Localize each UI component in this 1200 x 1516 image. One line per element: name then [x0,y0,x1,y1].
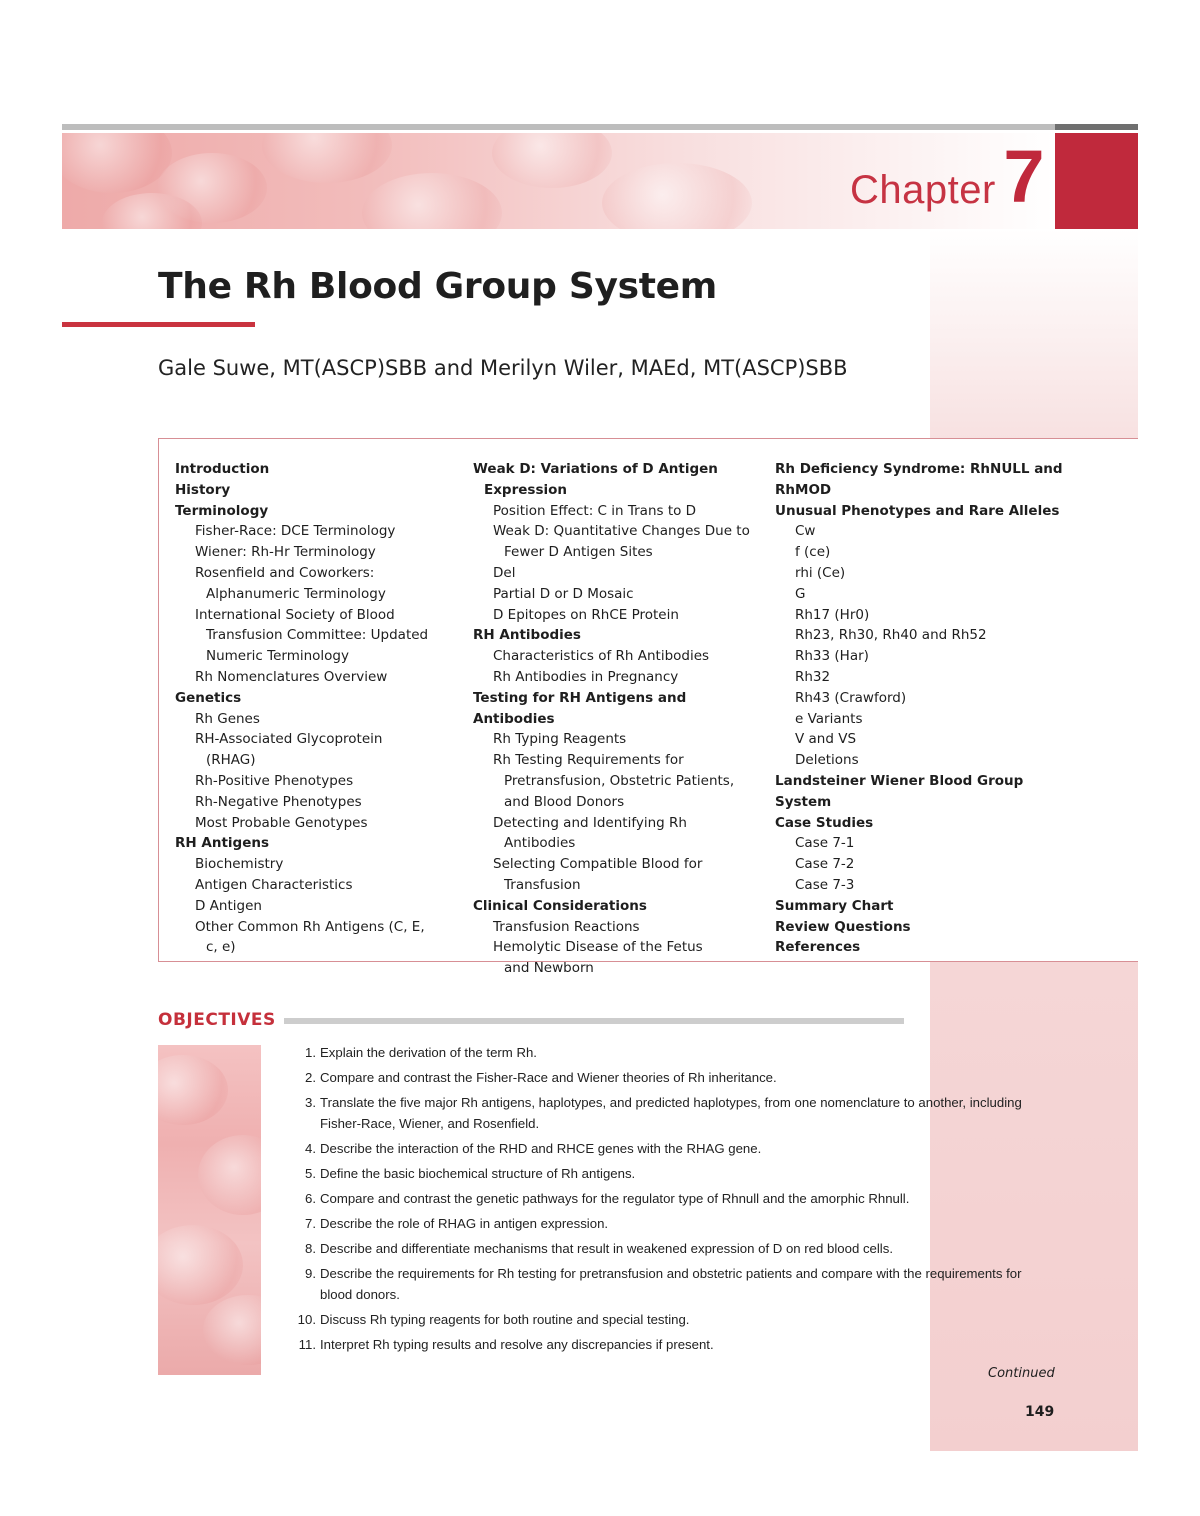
objective-number: 7. [305,1216,316,1231]
toc-entry: Rh23, Rh30, Rh40 and Rh52 [795,627,987,644]
objectives-list [290,1042,1055,1359]
toc-entry: Rh43 (Crawford) [795,689,907,706]
objective-item [290,1188,1055,1209]
objective-text: Describe the requirements for Rh testing for pretransfusion and obstetric patients and compare with the requirements for blood donors. [320,1266,1022,1302]
toc-entry: Summary Chart [775,897,894,914]
top-rule-dark [1055,124,1138,130]
objective-number: 9. [305,1266,316,1281]
toc-entry: Numeric Terminology [206,648,349,665]
toc-entry: and Blood Donors [504,793,625,810]
toc-entry: Introduction [175,461,270,477]
chapter-number: 7 [1003,135,1045,218]
toc-entry: RH Antigens [175,835,269,852]
blood-cells-image [158,1045,261,1375]
objective-text: Define the basic biochemical structure of Rh antigens. [320,1166,636,1181]
toc-entry: Rh-Negative Phenotypes [195,793,362,810]
toc-entry: Other Common Rh Antigens (C, E, [195,918,425,935]
objective-number: 3. [305,1095,316,1110]
objective-text: Interpret Rh typing results and resolve any discrepancies if present. [320,1337,714,1352]
objective-number: 6. [305,1191,316,1206]
objective-item [290,1138,1055,1159]
toc-entry: Antibodies [504,835,576,852]
toc-entry: Weak D: Quantitative Changes Due to [493,523,750,540]
toc-entry: Hemolytic Disease of the Fetus [493,939,703,956]
toc-entry: Transfusion Reactions [493,918,640,935]
objective-item [290,1213,1055,1234]
toc-entry: Selecting Compatible Blood for [493,856,703,873]
toc-entry: Cw [795,523,816,540]
page-title: The Rh Blood Group System [158,266,717,307]
objective-item [290,1042,1055,1063]
objective-text: Explain the derivation of the term Rh. [320,1045,537,1060]
objectives-heading: OBJECTIVES [158,1010,276,1030]
objective-item [290,1238,1055,1259]
toc-entry: rhi (Ce) [795,564,846,581]
top-rule [62,124,1138,130]
toc-entry: Characteristics of Rh Antibodies [493,648,710,665]
objective-item [290,1309,1055,1330]
objective-text: Discuss Rh typing reagents for both routine and special testing. [320,1312,690,1327]
toc-entry: D Epitopes on RhCE Protein [493,606,679,623]
toc-entry: Rh Deficiency Syndrome: RhNULL and RhMOD [775,461,1063,498]
page-number: 149 [1025,1404,1055,1420]
toc-entry: Rh Nomenclatures Overview [195,668,388,685]
objective-item [290,1067,1055,1088]
toc-entry: Landsteiner Wiener Blood Group System [775,772,1024,810]
toc-entry: International Society of Blood [195,606,395,623]
toc-entry: Antigen Characteristics [195,876,353,893]
toc-entry: Expression [484,481,567,498]
objective-number: 2. [305,1070,316,1085]
objective-text: Describe and differentiate mechanisms that result in weakened expression of D on red blood cells. [320,1241,893,1256]
objective-number: 4. [305,1141,316,1156]
toc-entry: Rh Typing Reagents [493,731,627,748]
toc-entry: RH-Associated Glycoprotein [195,731,383,748]
toc-entry: f (ce) [795,544,831,561]
toc-entry: Clinical Considerations [473,897,647,914]
toc-entry: Rh33 (Har) [795,648,869,665]
objectives-rule [284,1018,904,1024]
objective-number: 8. [305,1241,316,1256]
authors: Gale Suwe, MT(ASCP)SBB and Merilyn Wiler, MAEd, MT(ASCP)SBB [158,356,848,380]
toc-entry: Genetics [175,689,242,706]
toc-entry: Transfusion Committee: Updated [206,627,429,644]
objective-item [290,1334,1055,1355]
toc-entry: Del [493,564,516,581]
toc-entry: Case Studies [775,814,874,831]
toc-entry: Rosenfield and Coworkers: [195,564,375,581]
toc-entry: Rh32 [795,668,831,685]
toc-entry: Transfusion [504,876,581,893]
objective-text: Compare and contrast the Fisher-Race and Wiener theories of Rh inheritance. [320,1070,777,1085]
objective-number: 11. [298,1337,316,1352]
toc-entry: Case 7-2 [795,856,855,873]
toc-entry: Fewer D Antigen Sites [504,544,653,561]
toc-entry: Rh Antibodies in Pregnancy [493,668,679,685]
toc-entry: RH Antibodies [473,627,581,644]
toc-entry: G [795,585,806,602]
continued-label: Continued [988,1366,1055,1381]
toc-entry: V and VS [795,731,857,748]
toc-entry: Detecting and Identifying Rh [493,814,687,831]
toc-entry: D Antigen [195,897,262,914]
toc-entry: Rh Genes [195,710,260,727]
toc-entry: References [775,939,861,956]
table-of-contents [158,438,1138,977]
toc-entry: Fisher-Race: DCE Terminology [195,523,396,540]
title-underline [62,322,255,327]
chapter-label: Chapter [850,168,996,212]
objective-text: Describe the interaction of the RHD and RHCE genes with the RHAG gene. [320,1141,762,1156]
toc-entry: Weak D: Variations of D Antigen [473,461,718,477]
objective-text: Translate the five major Rh antigens, haplotypes, and predicted haplotypes, from one nomenclature to another, including Fisher-Race, Wiener, and Rosenfield. [320,1095,1022,1131]
toc-entry: History [175,481,231,498]
toc-entry: and Newborn [504,960,594,977]
toc-entry: Case 7-3 [795,876,855,893]
toc-entry: Terminology [175,502,269,519]
objective-number: 10. [297,1312,316,1327]
toc-entry: Unusual Phenotypes and Rare Alleles [775,502,1060,519]
objective-text: Compare and contrast the genetic pathways for the regulator type of Rhnull and the amorphic Rhnull. [320,1191,910,1206]
toc-entry: Deletions [795,752,859,769]
toc-entry: Position Effect: C in Trans to D [493,502,697,519]
toc-column-1 [175,459,455,958]
toc-entry: Biochemistry [195,856,284,873]
toc-entry: Rh-Positive Phenotypes [195,772,354,789]
toc-entry: Case 7-1 [795,835,855,852]
objective-number: 5. [305,1166,316,1181]
toc-entry: Testing for RH Antigens and Antibodies [473,689,687,727]
toc-entry: Pretransfusion, Obstetric Patients, [504,772,735,789]
objective-item [290,1263,1055,1305]
toc-entry: Partial D or D Mosaic [493,585,634,602]
toc-entry: Most Probable Genotypes [195,814,368,831]
objective-item [290,1163,1055,1184]
objective-text: Describe the role of RHAG in antigen expression. [320,1216,609,1231]
toc-entry: Review Questions [775,918,911,935]
toc-column-3 [775,459,1075,958]
toc-entry: c, e) [206,939,236,956]
toc-column-2 [473,459,763,979]
chapter-accent-box [1055,133,1138,229]
toc-entry: Rh Testing Requirements for [493,752,684,769]
toc-entry: Rh17 (Hr0) [795,606,870,623]
toc-entry: e Variants [795,710,863,727]
toc-entry: (RHAG) [206,752,256,769]
toc-entry: Wiener: Rh-Hr Terminology [195,544,376,561]
objective-number: 1. [305,1045,316,1060]
toc-entry: Alphanumeric Terminology [206,585,386,602]
objective-item [290,1092,1055,1134]
